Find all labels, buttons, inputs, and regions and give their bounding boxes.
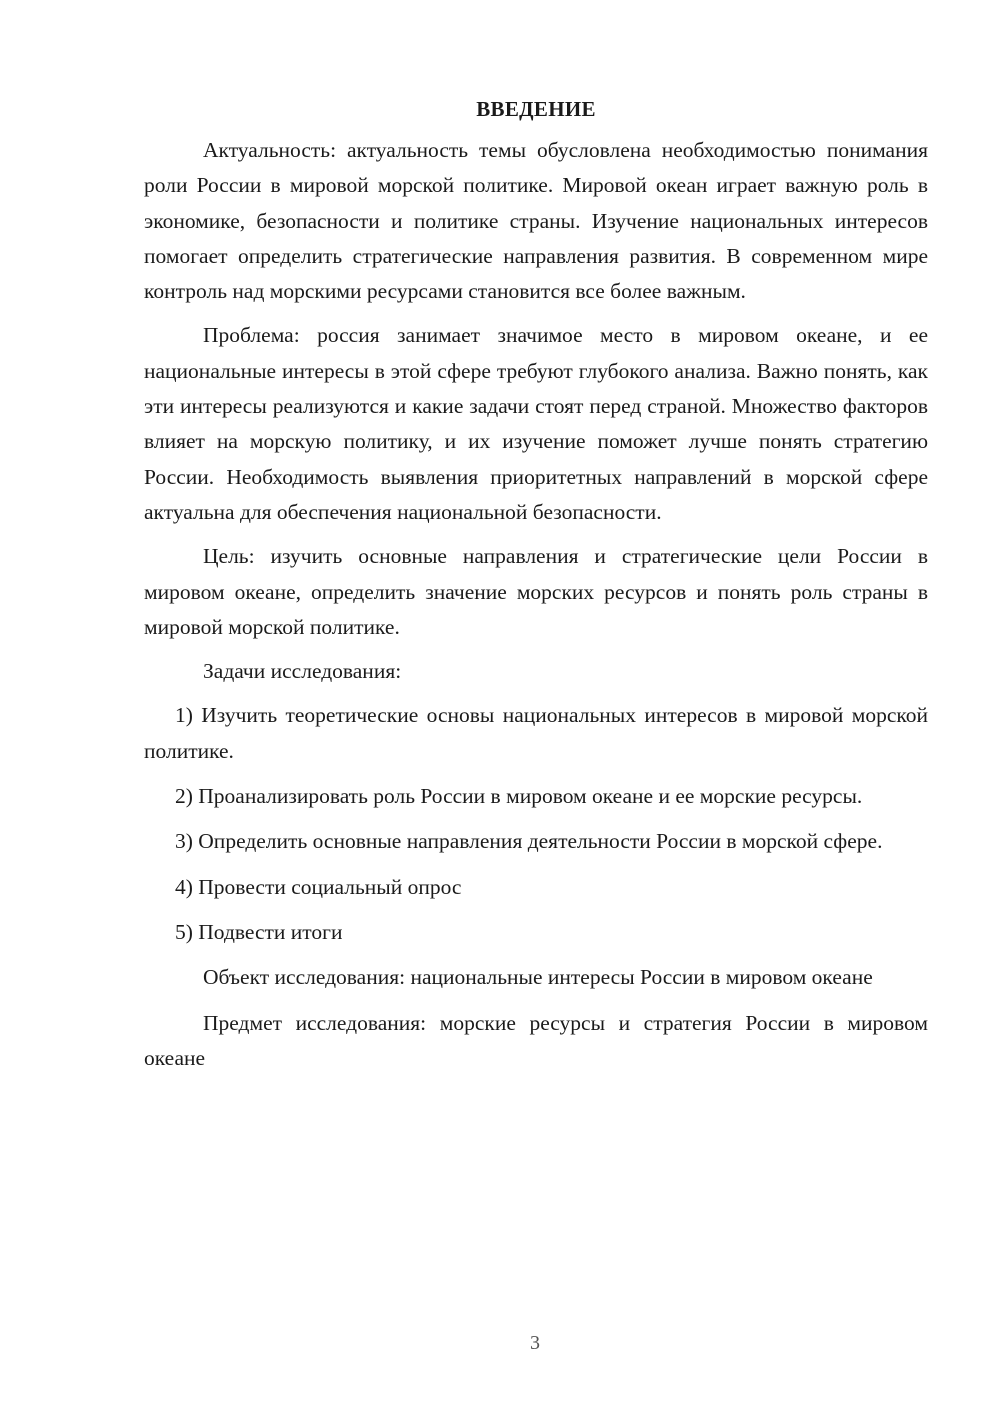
- paragraph-subject: Предмет исследования: морские ресурсы и стратегия России в мировом океане: [144, 1010, 928, 1070]
- task-item: 2) Проанализировать роль России в мировом океане и ее морские ресурсы.: [175, 784, 863, 809]
- paragraph-object: Объект исследования: национальные интересы России в мировом океане: [203, 965, 873, 990]
- paragraph-problem: Проблема: россия занимает значимое место в мировом океане, и ее национальные интересы в этой сфере требуют глубокого анализа. Важно понять, как эти интересы реализуются и какие задачи стоят перед страной. Множество факторов влияет на морскую политику, и их изучение поможет лучше понять стратегию России. Необходимость выявления приоритетных направлений в морской сфере актуальна для обеспечения национальной безопасности.: [144, 323, 928, 524]
- task-item: 5) Подвести итоги: [175, 919, 343, 944]
- paragraph-tasks-heading: Задачи исследования:: [203, 659, 402, 684]
- task-item: 4) Провести социальный опрос: [175, 874, 462, 899]
- task-item: 1) Изучить теоретические основы национальных интересов в мировой морской политике.: [144, 703, 928, 763]
- section-title: ВВЕДЕНИЕ: [476, 97, 596, 121]
- page-number: 3: [530, 1332, 540, 1354]
- paragraph-relevance: Актуальность: актуальность темы обусловлена необходимостью понимания роли России в мировой морской политике. Мировой океан играет важную роль в экономике, безопасности и политике страны. Изучение национальных интересов помогает определить стратегические направления развития. В современном мире контроль над морскими ресурсами становится все более важным.: [144, 138, 928, 304]
- task-item: 3) Определить основные направления деятельности России в морской сфере.: [175, 829, 883, 854]
- paragraph-goal: Цель: изучить основные направления и стратегические цели России в мировом океане, определить значение морских ресурсов и понять роль страны в мировой морской политике.: [144, 544, 928, 639]
- document-page: [144, 92, 928, 1076]
